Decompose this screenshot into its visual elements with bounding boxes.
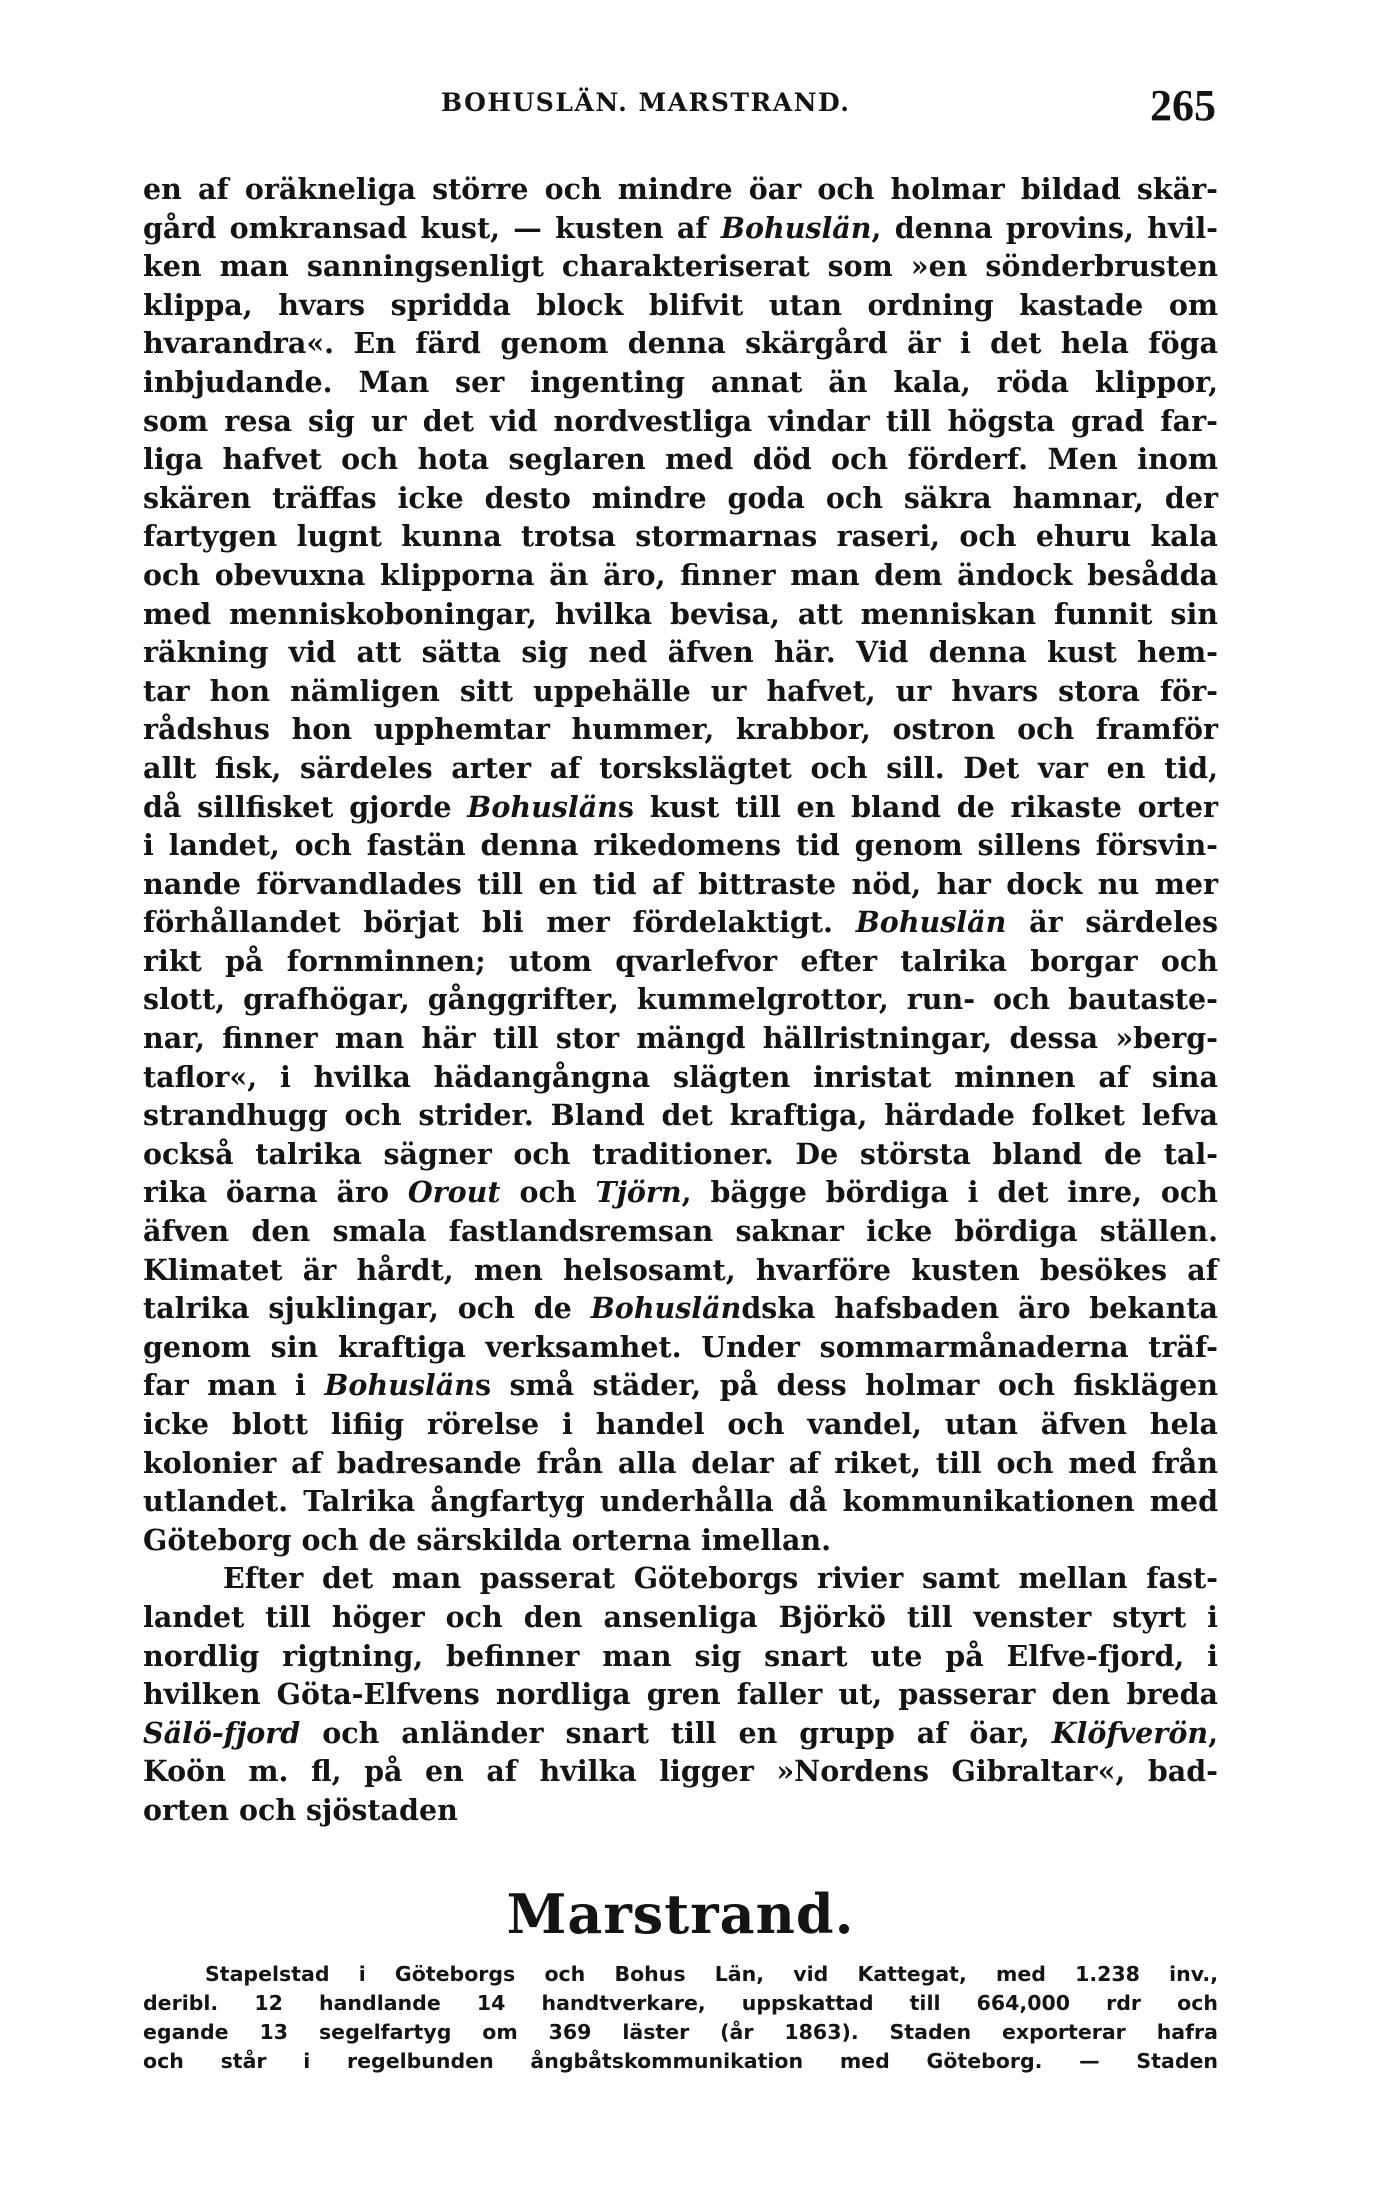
text-line: landet till höger och den ansenliga Björkö till venster styrt i — [143, 1599, 1218, 1634]
text-line: far man i Bohusläns små städer, på dess holmar och fisklägen — [143, 1368, 1218, 1403]
text-line: icke blott lifiig rörelse i handel och vandel, utan äfven hela — [143, 1407, 1218, 1441]
text-line: räkning vid att sätta sig ned äfven här. Vid denna kust hem- — [143, 635, 1218, 670]
book-page — [143, 0, 1218, 2192]
text-line: äfven den smala fastlandsremsan saknar icke bördiga ställen. — [143, 1214, 1218, 1249]
text-line: ken man sanningsenligt charakteriserat som »en sönderbrusten — [143, 249, 1218, 284]
text-line: som resa sig ur det vid nordvestliga vindar till högsta grad far- — [143, 403, 1218, 438]
text-line: genom sin kraftiga verksamhet. Under sommarmånaderna träf- — [143, 1329, 1218, 1364]
text-line: förhållandet börjat bli mer fördelaktigt. Bohuslän är särdeles — [143, 905, 1219, 940]
text-line: nar, finner man här till stor mängd hällristningar, dessa »berg- — [143, 1021, 1218, 1056]
running-head: BOHUSLÄN. MARSTRAND. — [441, 88, 851, 117]
text-line: inbjudande. Man ser ingenting annat än kala, röda klippor, — [143, 364, 1218, 399]
text-line: Klimatet är hårdt, men helsosamt, hvarföre kusten besökes af — [143, 1252, 1218, 1287]
text-line: rika öarna äro Orout och Tjörn, bägge bördiga i det inre, och — [143, 1175, 1218, 1210]
text-line: rådshus hon upphemtar hummer, krabbor, ostron och framför — [143, 712, 1218, 747]
note-line: deribl. 12 handlande 14 handtverkare, uppskattad till 664,000 rdr och — [143, 1991, 1218, 2015]
text-line: liga hafvet och hota seglaren med död och förderf. Men inom — [143, 442, 1218, 477]
text-line: talrika sjuklingar, och de Bohusländska hafsbaden äro bekanta — [143, 1291, 1218, 1326]
text-line: hvarandra«. En färd genom denna skärgård är i det hela föga — [143, 326, 1218, 361]
text-line: hvilken Göta-Elfvens nordliga gren faller ut, passerar den breda — [143, 1677, 1218, 1712]
text-line: nande förvandlades till en tid af bittraste nöd, har dock nu mer — [143, 866, 1218, 901]
text-line: Göteborg och de särskilda orterna imellan. — [143, 1522, 832, 1557]
text-line: nordlig rigtning, befinner man sig snart ute på Elfve-fjord, i — [143, 1638, 1218, 1673]
text-line: orten och sjöstaden — [143, 1792, 458, 1827]
text-line: utlandet. Talrika ångfartyg underhålla då kommunikationen med — [143, 1484, 1218, 1519]
page-header — [143, 80, 1218, 140]
text-line: skären träffas icke desto mindre goda och säkra hamnar, der — [143, 480, 1218, 515]
text-line: då sillfisket gjorde Bohusläns kust till en bland de rikaste orter — [143, 789, 1218, 824]
text-line: också talrika sägner och traditioner. De största bland de tal- — [143, 1136, 1218, 1171]
text-line: Efter det man passerat Göteborgs rivier samt mellan fast- — [223, 1561, 1218, 1596]
text-line: tar hon nämligen sitt uppehälle ur hafvet, ur hvars stora för- — [143, 673, 1218, 708]
text-line: rikt på fornminnen; utom qvarlefvor efter talrika borgar och — [143, 943, 1218, 978]
text-line: med menniskoboningar, hvilka bevisa, att menniskan funnit sin — [143, 596, 1218, 631]
text-line: i landet, och fastän denna rikedomens tid genom sillens försvin- — [143, 828, 1218, 863]
text-line: fartygen lugnt kunna trotsa stormarnas raseri, och ehuru kala — [143, 519, 1218, 554]
text-line: klippa, hvars spridda block blifvit utan ordning kastade om — [143, 287, 1218, 322]
text-line: kolonier af badresande från alla delar af riket, till och med från — [143, 1445, 1218, 1480]
note-line: och står i regelbunden ångbåtskommunikation med Göteborg. — Staden — [143, 2049, 1218, 2073]
page-number: 265 — [1150, 81, 1216, 130]
section-title: Marstrand. — [506, 1882, 855, 1946]
text-line: strandhugg och strider. Bland det kraftiga, härdade folket lefva — [143, 1098, 1218, 1133]
text-line: och obevuxna klipporna än äro, finner man dem ändock besådda — [143, 557, 1218, 592]
text-line: Sälö-fjord och anländer snart till en grupp af öar, Klöfverön, — [143, 1715, 1218, 1750]
text-line: allt fisk, särdeles arter af torskslägtet och sill. Det var en tid, — [143, 750, 1218, 785]
body-text — [143, 170, 1218, 1830]
place-description — [143, 1960, 1218, 2076]
text-line: slott, grafhögar, gånggrifter, kummelgrottor, run- och bautaste- — [143, 982, 1218, 1017]
note-line: Stapelstad i Göteborgs och Bohus Län, vid Kattegat, med 1.238 inv., — [205, 1962, 1218, 1986]
text-line: Koön m. fl, på en af hvilka ligger »Nordens Gibraltar«, bad- — [143, 1754, 1218, 1789]
text-line: gård omkransad kust, — kusten af Bohuslän, denna provins, hvil- — [143, 210, 1218, 245]
note-line: egande 13 segelfartyg om 369 läster (år 1863). Staden exporterar hafra — [143, 2020, 1218, 2044]
text-line: taflor«, i hvilka hädangångna slägten inristat minnen af sina — [143, 1059, 1218, 1094]
text-line: en af oräkneliga större och mindre öar och holmar bildad skär- — [143, 172, 1218, 206]
